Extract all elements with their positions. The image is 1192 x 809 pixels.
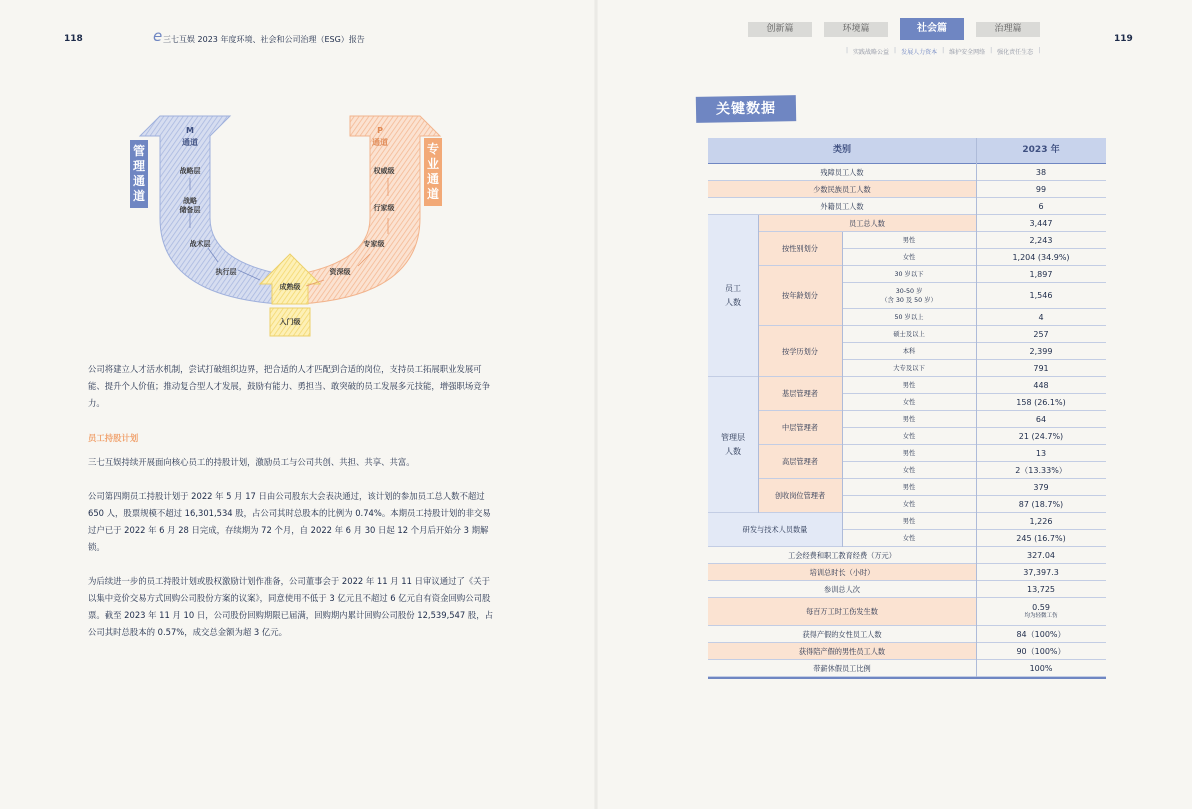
row-training-hours-value: 37,397.3: [976, 564, 1106, 581]
running-title-swash: e: [153, 27, 163, 45]
level-entry: 入门级: [279, 318, 301, 326]
level-strategy-reserve: 战略 储备层: [179, 197, 201, 214]
subnav-responsible-ecosystem[interactable]: 强化责任生态: [997, 49, 1034, 56]
row-gender-female-label: 女性: [842, 249, 976, 266]
intro-paragraph: 公司将建立人才活水机制，尝试打破组织边界，把合适的人才匹配到合适的岗位，支持员工拓展职业发展可能、提升个人价值；推动复合型人才发展，鼓励有能力、勇担当、敢突破的员工发展多元技能，增强职场竞争力。: [88, 364, 490, 408]
row-trainees-value: 13,725: [976, 581, 1106, 598]
header-year: 2023 年: [976, 138, 1106, 164]
row-senior-male-value: 13: [976, 445, 1106, 462]
career-channel-diagram: [130, 108, 450, 344]
subnav-public-welfare[interactable]: 实践战略公益: [853, 49, 890, 56]
row-edu-master-label: 硕士及以上: [842, 326, 976, 343]
management-channel-label: 管理通道: [130, 140, 148, 208]
row-union-value: 327.04: [976, 547, 1106, 564]
group-senior-manager: 高层管理者: [758, 445, 842, 479]
level-execution: 执行层: [215, 268, 237, 276]
row-senior-female-value: 2（13.33%）: [976, 462, 1106, 479]
tab-social[interactable]: 社会篇: [900, 18, 964, 40]
row-edu-master-value: 257: [976, 326, 1106, 343]
right-page: [596, 0, 1192, 809]
row-gender-male-label: 男性: [842, 232, 976, 249]
level-authority: 权威级: [373, 167, 395, 175]
row-age-over50-label: 50 岁以上: [842, 309, 976, 326]
row-edu-college-value: 791: [976, 360, 1106, 377]
level-strategy: 战略层: [179, 167, 201, 175]
table-bottom-rule: [708, 677, 1106, 679]
row-edu-bachelor-value: 2,399: [976, 343, 1106, 360]
row-minority-value: 99: [976, 181, 1106, 198]
group-managers: 管理层 人数: [708, 377, 758, 513]
p-channel-name: 通道: [372, 138, 388, 147]
esop-heading: 员工持股计划: [88, 433, 139, 443]
row-revenue-male-value: 379: [976, 479, 1106, 496]
tab-innovation[interactable]: 创新篇: [748, 22, 812, 37]
row-rnd-male-label: 男性: [842, 513, 976, 530]
row-base-male-value: 448: [976, 377, 1106, 394]
running-title: 三七互娱 2023 年度环境、社会和公司治理（ESG）报告: [163, 35, 365, 44]
row-injury-value: 0.59: [1032, 602, 1050, 612]
group-by-gender: 按性别划分: [758, 232, 842, 266]
row-edu-college-label: 大专及以下: [842, 360, 976, 377]
professional-channel-label: 专业通道: [424, 138, 442, 206]
group-staff: 员工 人数: [708, 215, 758, 377]
level-tactics: 战术层: [189, 240, 211, 248]
row-age-30-50-label: 30-50 岁 （含 30 及 50 岁）: [842, 283, 976, 309]
row-disabled-value: 38: [976, 164, 1106, 181]
group-revenue-manager: 创收岗位管理者: [758, 479, 842, 513]
row-foreign-label: 外籍员工人数: [708, 198, 976, 215]
row-mid-female-label: 女性: [842, 428, 976, 445]
esop-paragraph-1: 三七互娱持续开展面向核心员工的持股计划，激励员工与公司共创、共担、共享、共富。: [88, 457, 415, 467]
row-edu-bachelor-label: 本科: [842, 343, 976, 360]
row-revenue-female-label: 女性: [842, 496, 976, 513]
row-gender-male-value: 2,243: [976, 232, 1106, 249]
esop-paragraph-2: 公司第四期员工持股计划于 2022 年 5 月 17 日由公司股东大会表决通过，该计划的参加员工总人数不超过 650 人，股票规模不超过 16,301,534 股，占公司其时总股本的比例为 0.74%。本期员工持股计划的非交易过户已于 2022 年 6 月 28 日完成，存续期为 72 个月，自 2022 年 6 月 30 日起 12 个月后开始分 3 期解锁。: [88, 491, 491, 552]
row-age-over50-value: 4: [976, 309, 1106, 326]
row-total-value: 3,447: [976, 215, 1106, 232]
row-mid-female-value: 21 (24.7%): [976, 428, 1106, 445]
level-mature: 成熟级: [279, 283, 301, 291]
chapter-tabs: [748, 22, 1040, 40]
row-senior-male-label: 男性: [842, 445, 976, 462]
tab-governance[interactable]: 治理篇: [976, 22, 1040, 37]
row-foreign-value: 6: [976, 198, 1106, 215]
esop-paragraph-3: 为后续进一步的员工持股计划或股权激励计划作准备，公司董事会于 2022 年 11 月 11 日审议通过了《关于以集中竞价交易方式回购公司股份方案的议案》，同意使用不低于 3 亿元且不超过 6 亿元自有资金回购公司股票。截至 2023 年 11 月 10 日，公司股份回购期限已届满，回购期内累计回购公司股份 12,539,547 股，占公司其时总股本的 0.57%，成交总金额为超 3 亿元。: [88, 576, 493, 637]
row-revenue-female-value: 87 (18.7%): [976, 496, 1106, 513]
row-training-hours-label: 培训总时长（小时）: [708, 564, 976, 581]
subnav-network-security[interactable]: 维护安全网络: [949, 49, 986, 56]
row-paternity-label: 获得陪产假的男性员工人数: [708, 643, 976, 660]
row-senior-female-label: 女性: [842, 462, 976, 479]
page-number-right: 119: [1114, 34, 1133, 44]
subgroup-column-divider: [842, 232, 843, 547]
sub-navigation: | 实践战略公益 | 发展人力资本 | 维护安全网络 | 强化责任生态 |: [846, 47, 1041, 56]
value-column-divider: [976, 138, 977, 678]
group-rnd: 研发与技术人员数量: [708, 513, 842, 547]
group-by-age: 按年龄划分: [758, 266, 842, 326]
row-minority-label: 少数民族员工人数: [708, 181, 976, 198]
row-base-female-label: 女性: [842, 394, 976, 411]
row-revenue-male-label: 男性: [842, 479, 976, 496]
group-column-divider: [758, 215, 759, 513]
m-channel-name: 通道: [182, 138, 198, 147]
group-by-education: 按学历划分: [758, 326, 842, 377]
subnav-human-capital[interactable]: 发展人力资本: [901, 49, 938, 56]
level-senior: 资深级: [329, 268, 351, 276]
row-gender-female-value: 1,204 (34.9%): [976, 249, 1106, 266]
row-paternity-value: 90（100%）: [976, 643, 1106, 660]
row-mid-male-value: 64: [976, 411, 1106, 428]
row-rnd-female-value: 245 (16.7%): [976, 530, 1106, 547]
row-total-label: 员工总人数: [758, 215, 976, 232]
row-age-under30-label: 30 岁以下: [842, 266, 976, 283]
level-expert: 专家级: [363, 240, 385, 248]
m-letter: M: [186, 126, 194, 135]
row-maternity-value: 84（100%）: [976, 626, 1106, 643]
p-letter: P: [377, 126, 383, 135]
row-union-label: 工会经费和职工教育经费（万元）: [708, 547, 976, 564]
row-age-under30-value: 1,897: [976, 266, 1106, 283]
row-paid-leave-value: 100%: [976, 660, 1106, 677]
level-veteran: 行家级: [373, 204, 395, 212]
row-base-female-value: 158 (26.1%): [976, 394, 1106, 411]
group-mid-manager: 中层管理者: [758, 411, 842, 445]
row-mid-male-label: 男性: [842, 411, 976, 428]
row-base-male-label: 男性: [842, 377, 976, 394]
row-maternity-label: 获得产假的女性员工人数: [708, 626, 976, 643]
row-age-30-50-value: 1,546: [976, 283, 1106, 309]
row-rnd-male-value: 1,226: [976, 513, 1106, 530]
row-rnd-female-label: 女性: [842, 530, 976, 547]
tab-environment[interactable]: 环境篇: [824, 22, 888, 37]
row-injury-label: 每百万工时工伤发生数: [708, 598, 976, 626]
group-base-manager: 基层管理者: [758, 377, 842, 411]
key-data-table: [708, 138, 1106, 678]
key-data-title: 关键数据: [696, 95, 796, 123]
row-injury-note: 均为轻微工伤: [1024, 612, 1058, 619]
row-injury-value-cell: [976, 598, 1106, 626]
header-category: 类别: [708, 138, 976, 164]
row-trainees-label: 参训总人次: [708, 581, 976, 598]
row-paid-leave-label: 带薪休假员工比例: [708, 660, 976, 677]
page-number-left: 118: [64, 34, 83, 44]
row-disabled-label: 残障员工人数: [708, 164, 976, 181]
